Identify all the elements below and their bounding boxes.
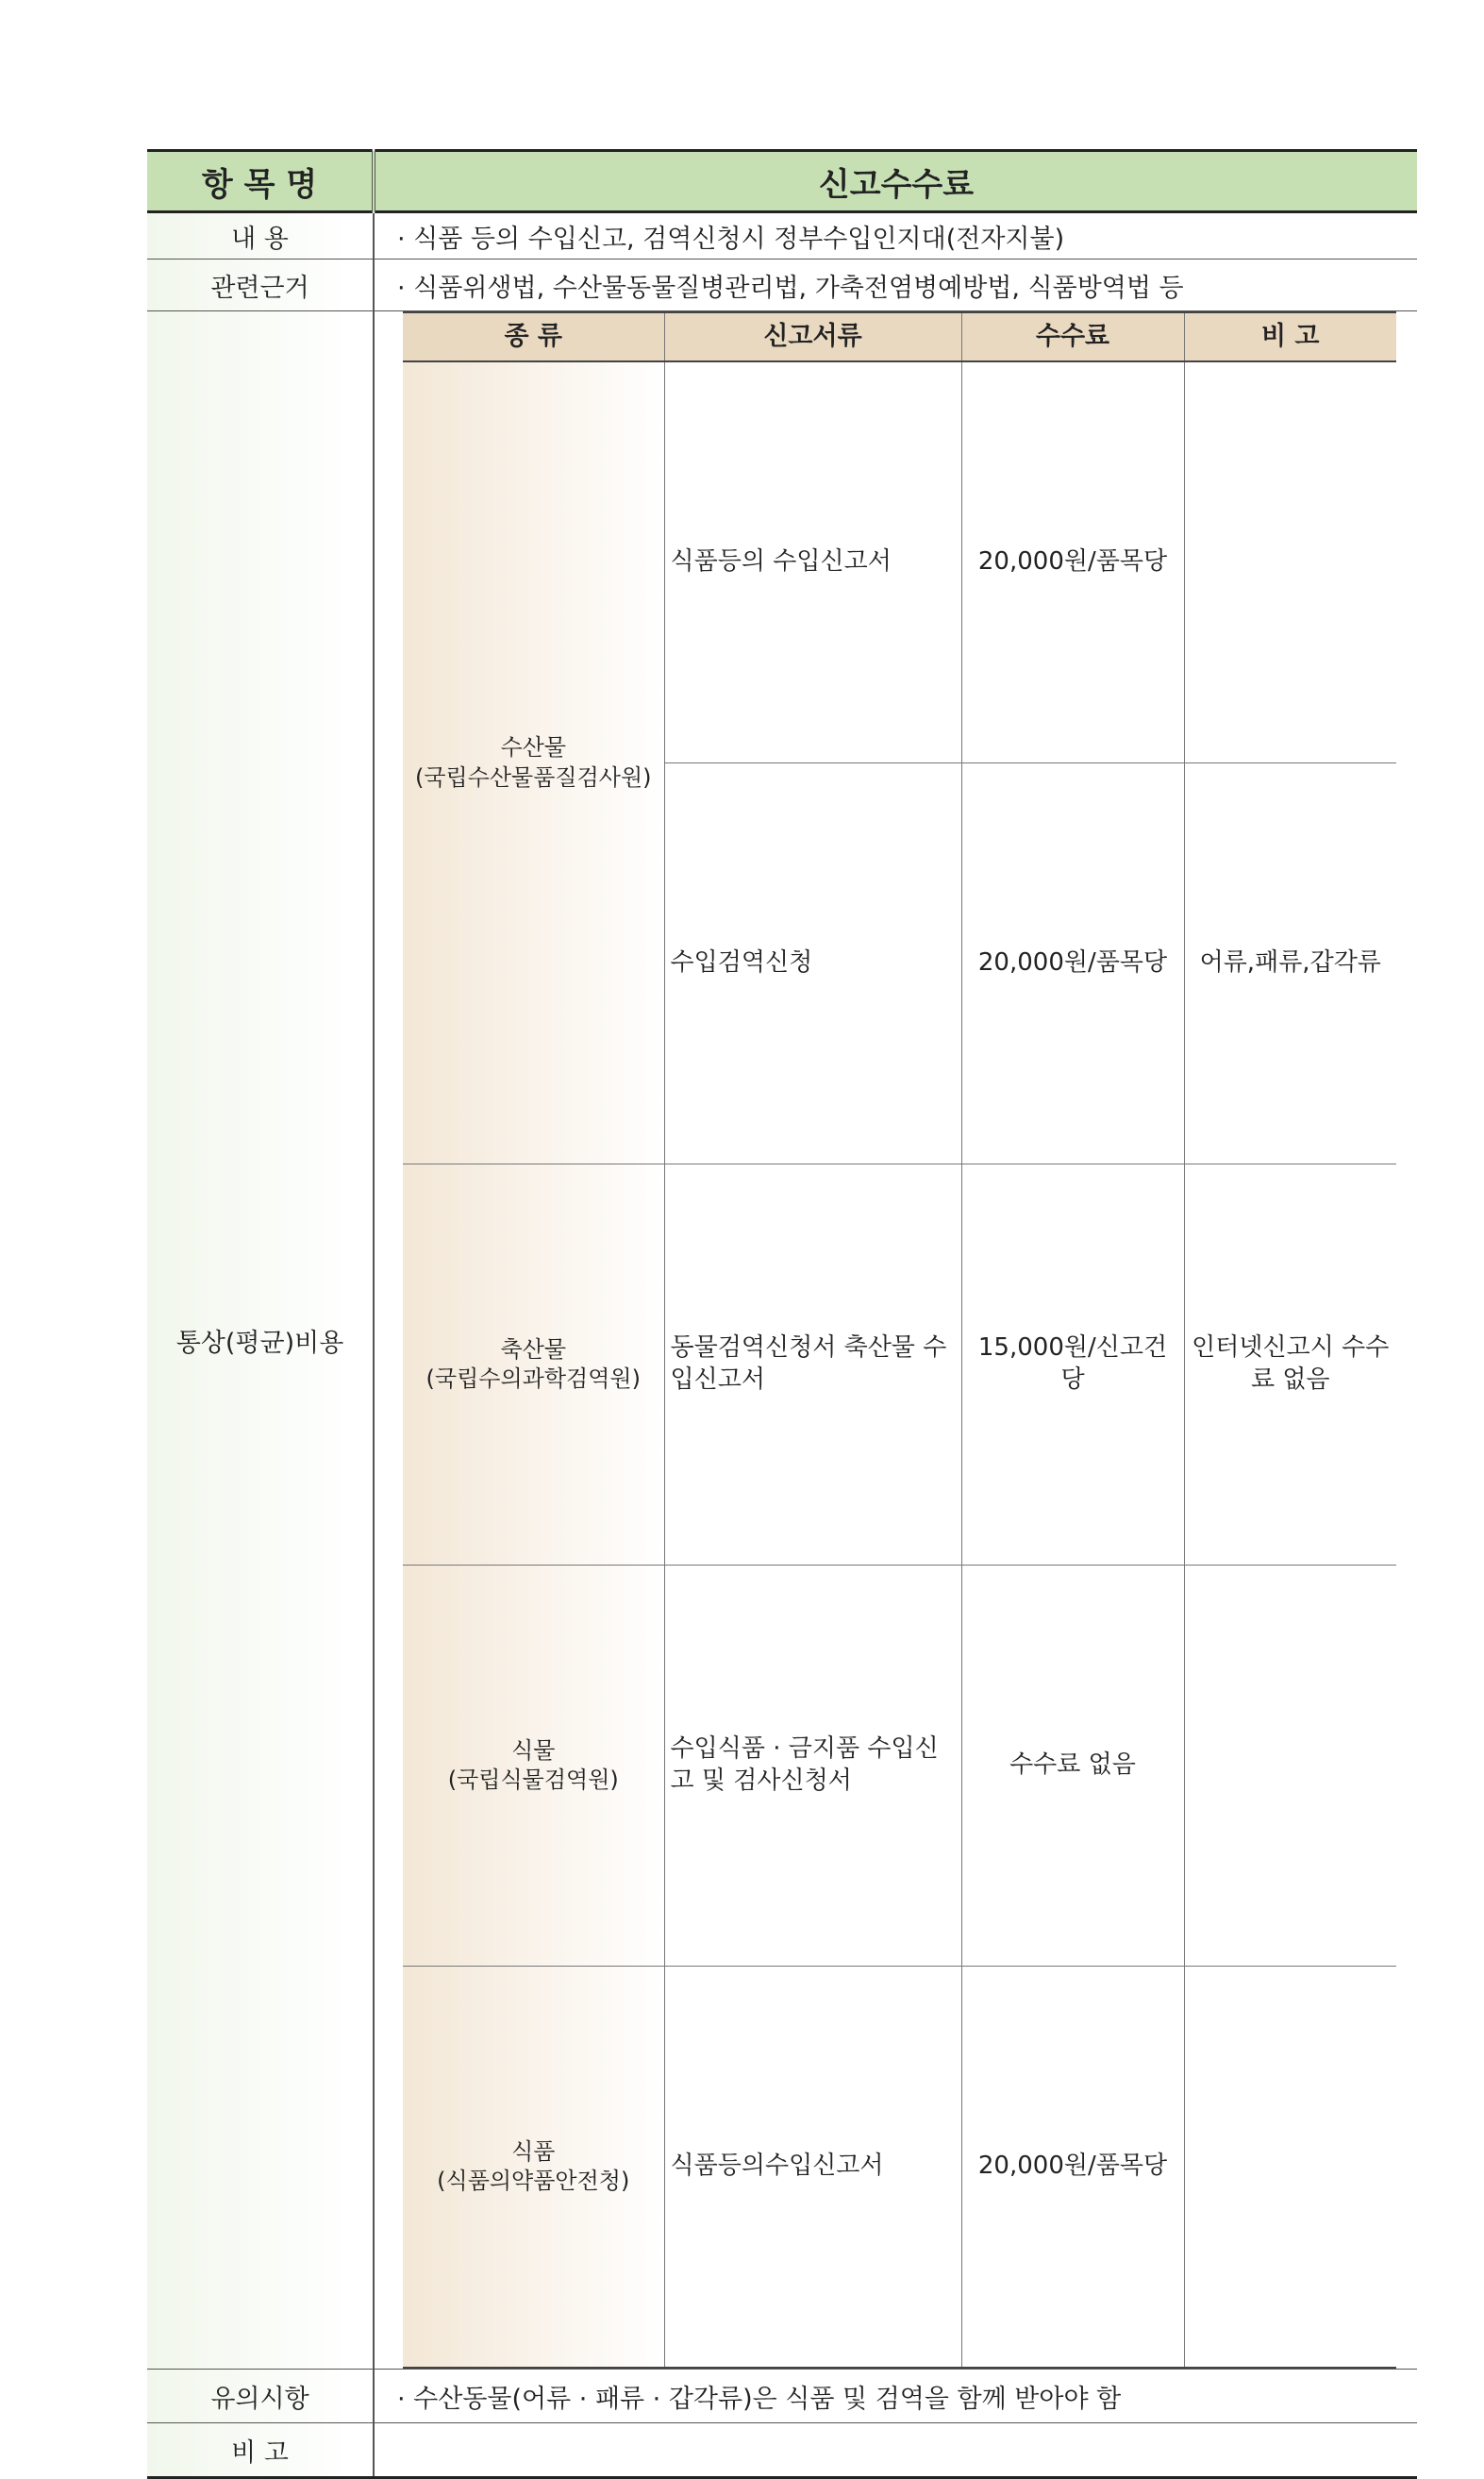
cost-value — [374, 311, 1417, 2370]
doc-cell: 수입검역신청 — [664, 763, 961, 1164]
fee-header-fee: 수수료 — [961, 312, 1184, 361]
content-label: 내 용 — [147, 212, 374, 260]
fee-cell: 15,000원/신고건당 — [961, 1164, 1184, 1566]
note-cell: 어류,패류,갑각류 — [1184, 763, 1396, 1164]
kind-name: 식물 — [511, 1736, 556, 1764]
kind-agency: (국립수의과학검역원) — [425, 1365, 641, 1392]
kind-name: 식품 — [511, 2137, 556, 2165]
doc-cell: 식품등의수입신고서 — [664, 1967, 961, 2369]
kind-cell — [403, 1566, 664, 1967]
notes-label: 유의시항 — [147, 2370, 374, 2423]
title-header: 신고수수료 — [374, 151, 1417, 212]
kind-cell — [403, 361, 664, 1164]
fee-cell: 20,000원/품목당 — [961, 1967, 1184, 2369]
kind-cell — [403, 1967, 664, 2369]
kind-agency: (식품의약품안전청) — [437, 2168, 630, 2194]
item-header: 항 목 명 — [147, 151, 374, 212]
kind-name: 수산물 — [500, 734, 567, 762]
note-cell — [1184, 361, 1396, 763]
remark-value — [374, 2423, 1417, 2478]
kind-agency: (국립수산물품질검사원) — [414, 763, 652, 791]
note-cell: 인터넷신고시 수수료 없음 — [1184, 1164, 1396, 1566]
fee-header-kind: 종 류 — [403, 312, 664, 361]
doc-cell: 식품등의 수입신고서 — [664, 361, 961, 763]
fee-table — [403, 311, 1396, 2369]
doc-cell: 동물검역신청서 축산물 수입신고서 — [664, 1164, 961, 1566]
cost-label: 통상(평균)비용 — [147, 311, 374, 2370]
fee-info-table — [147, 149, 1417, 2479]
fee-header-note: 비 고 — [1184, 312, 1396, 361]
doc-cell: 수입식품 · 금지품 수입신고 및 검사신청서 — [664, 1566, 961, 1967]
fee-cell: 20,000원/품목당 — [961, 361, 1184, 763]
remark-label: 비 고 — [147, 2423, 374, 2478]
notes-value: · 수산동물(어류 · 패류 · 갑각류)은 식품 및 검역을 함께 받아야 함 — [374, 2370, 1417, 2423]
basis-label: 관련근거 — [147, 260, 374, 311]
fee-cell: 20,000원/품목당 — [961, 763, 1184, 1164]
content-value: · 식품 등의 수입신고, 검역신청시 정부수입인지대(전자지불) — [374, 212, 1417, 260]
note-cell — [1184, 1566, 1396, 1967]
kind-name: 축산물 — [500, 1335, 567, 1363]
fee-header-doc: 신고서류 — [664, 312, 961, 361]
basis-value: · 식품위생법, 수산물동물질병관리법, 가축전염병예방법, 식품방역법 등 — [374, 260, 1417, 311]
note-cell — [1184, 1967, 1396, 2369]
fee-cell: 수수료 없음 — [961, 1566, 1184, 1967]
kind-agency: (국립식물검역원) — [447, 1767, 619, 1793]
kind-cell — [403, 1164, 664, 1566]
